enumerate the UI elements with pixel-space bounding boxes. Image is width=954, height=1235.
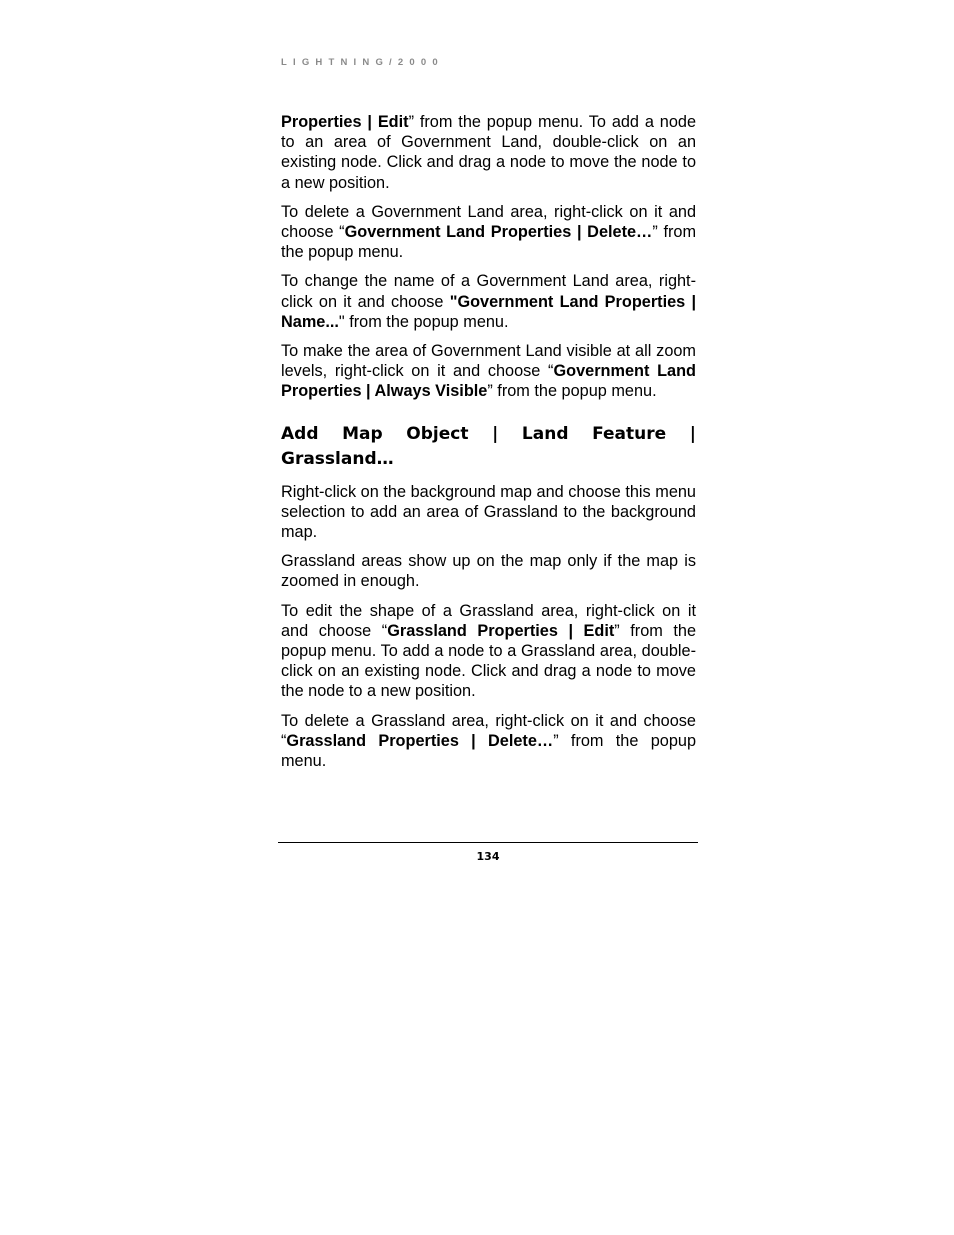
text: To delete a Government Land area, right-click on it and choose “ xyxy=(281,202,696,242)
running-header: LIGHTNING/2000 xyxy=(281,57,444,68)
menu-path: Government Land Properties | Delete… xyxy=(344,223,653,242)
menu-path: Grassland Properties | Delete… xyxy=(286,731,554,750)
section-heading-grassland: Add Map Object | Land Feature | Grassland… xyxy=(281,423,696,469)
menu-path: Grassland Properties | Edit xyxy=(387,621,615,640)
text: ” from the popup menu. xyxy=(281,731,696,771)
menu-path: Government Land Properties | Always Visible xyxy=(281,362,696,401)
footer-rule xyxy=(278,842,698,843)
menu-path: Properties | Edit xyxy=(281,113,409,131)
text: Grassland areas show up on the map only if the map is zoomed in enough. xyxy=(281,552,696,591)
text: ” from the popup menu. xyxy=(487,382,657,401)
text: To change the name of a Government Land area, right-click on it and choose xyxy=(281,272,696,311)
paragraph-edit-node xyxy=(281,112,696,193)
paragraph-edit-grassland xyxy=(281,601,696,702)
text: ” from the popup menu. To add a node to an area of Government Land, double-click on an existing node. Click and drag a node to move the node to a new position. xyxy=(281,113,696,192)
text: To make the area of Government Land visible at all zoom levels, right-click on it and choose “ xyxy=(281,342,696,381)
paragraph-rename-government-land xyxy=(281,271,696,332)
paragraph-add-grassland xyxy=(281,482,696,543)
paragraph-delete-government-land xyxy=(281,202,696,263)
page-body xyxy=(281,112,696,780)
paragraph-delete-grassland xyxy=(281,711,696,772)
paragraph-grassland-zoom xyxy=(281,551,696,591)
text: ” from the popup menu. xyxy=(281,223,697,262)
menu-path: "Government Land Properties | Name... xyxy=(281,292,696,331)
text: To delete a Grassland area, right-click on it and choose “ xyxy=(281,711,696,750)
paragraph-always-visible xyxy=(281,341,696,402)
text: ” from the popup menu. To add a node to a Grassland area, double-click on an existing node. Click and drag a node to move the node to a new position. xyxy=(281,621,697,701)
text: Right-click on the background map and choose this menu selection to add an area of Grassland to the background map. xyxy=(281,482,696,542)
text: To edit the shape of a Grassland area, right-click on it and choose “ xyxy=(281,601,696,640)
text: " from the popup menu. xyxy=(338,312,509,331)
page-number: 134 xyxy=(476,850,500,863)
